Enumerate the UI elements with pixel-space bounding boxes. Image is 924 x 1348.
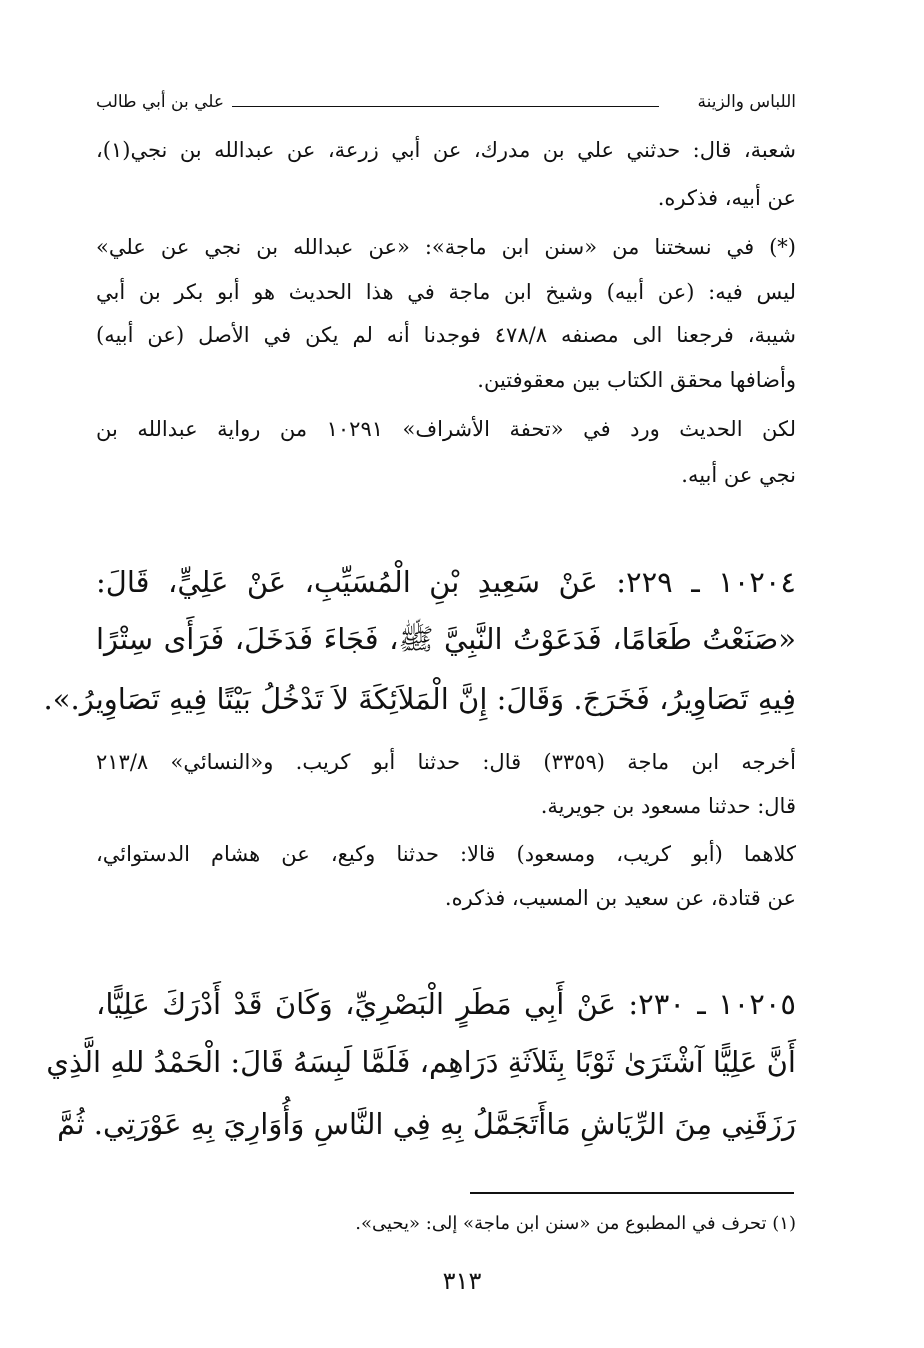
- header-rule: [232, 106, 659, 107]
- note-line: ليس فيه: (عن أبيه) وشيخ ابن ماجة في هذا الحديث هو أبو بكر بن أبي: [96, 280, 796, 304]
- text-line: لكن الحديث ورد في «تحفة الأشراف» ١٠٢٩١ من رواية عبدالله بن: [96, 417, 796, 441]
- footnote: (١) تحرف في المطبوع من «سنن ابن ماجة» إلى: «يحيى».: [355, 1213, 796, 1234]
- hadith-line: ١٠٢٠٥ ـ ٢٣٠: عَنْ أَبِي مَطَرٍ الْبَصْرِيِّ، وَكَانَ قَدْ أَدْرَكَ عَلِيًّا،: [96, 987, 796, 1021]
- running-header-left: علي بن أبي طالب: [96, 92, 225, 112]
- takhrij-line: كلاهما (أبو كريب، ومسعود) قالا: حدثنا وكيع، عن هشام الدستوائي،: [96, 842, 796, 866]
- hadith-line: ١٠٢٠٤ ـ ٢٢٩: عَنْ سَعِيدِ بْنِ الْمُسَيِّبِ، عَنْ عَلِيٍّ، قَالَ:: [96, 565, 797, 599]
- hadith-line: رَزَقَنِي مِنَ الرِّيَاشِ مَاأَتَجَمَّلُ بِهِ فِي النَّاسِ وَأُوَارِيَ بِهِ عَوْرَتِي. ثُمَّ: [57, 1107, 796, 1141]
- text-line: شعبة، قال: حدثني علي بن مدرك، عن أبي زرعة، عن عبدالله بن نجي(١)،: [96, 138, 796, 162]
- hadith-line: «صَنَعْتُ طَعَامًا، فَدَعَوْتُ النَّبِيَّ ﷺ، فَجَاءَ فَدَخَلَ، فَرَأَى سِتْرًا: [96, 622, 796, 656]
- page-number: ٣١٣: [442, 1267, 482, 1295]
- hadith-line: فِيهِ تَصَاوِيرُ، فَخَرَجَ. وَقَالَ: إِنَّ الْمَلاَئِكَةَ لاَ تَدْخُلُ بَيْتًا فِيهِ تَصَاوِيرُ.».: [43, 682, 796, 716]
- text-line: عن أبيه، فذكره.: [657, 186, 796, 210]
- takhrij-line: عن قتادة، عن سعيد بن المسيب، فذكره.: [444, 886, 796, 910]
- running-header-right: اللباس والزينة: [697, 92, 796, 112]
- takhrij-line: أخرجه ابن ماجة (٣٣٥٩) قال: حدثنا أبو كريب. و«النسائي» ٢١٣/٨: [96, 750, 796, 774]
- note-line: وأضافها محقق الكتاب بين معقوفتين.: [477, 368, 796, 392]
- hadith-line: أَنَّ عَلِيًّا آشْتَرَىٰ ثَوْبًا بِثَلاَثَةِ دَرَاهِم، فَلَمَّا لَبِسَهُ قَالَ: الْحَمْدُ للهِ الَّذِي: [46, 1045, 796, 1079]
- text-line: نجي عن أبيه.: [681, 463, 796, 487]
- note-line: (*) في نسختنا من «سنن ابن ماجة»: «عن عبدالله بن نجي عن علي»: [96, 235, 796, 259]
- footnote-rule: [470, 1192, 794, 1194]
- takhrij-line: قال: حدثنا مسعود بن جويرية.: [540, 794, 796, 818]
- note-line: شيبة، فرجعنا الى مصنفه ٤٧٨/٨ فوجدنا أنه لم يكن في الأصل (عن أبيه): [96, 323, 796, 347]
